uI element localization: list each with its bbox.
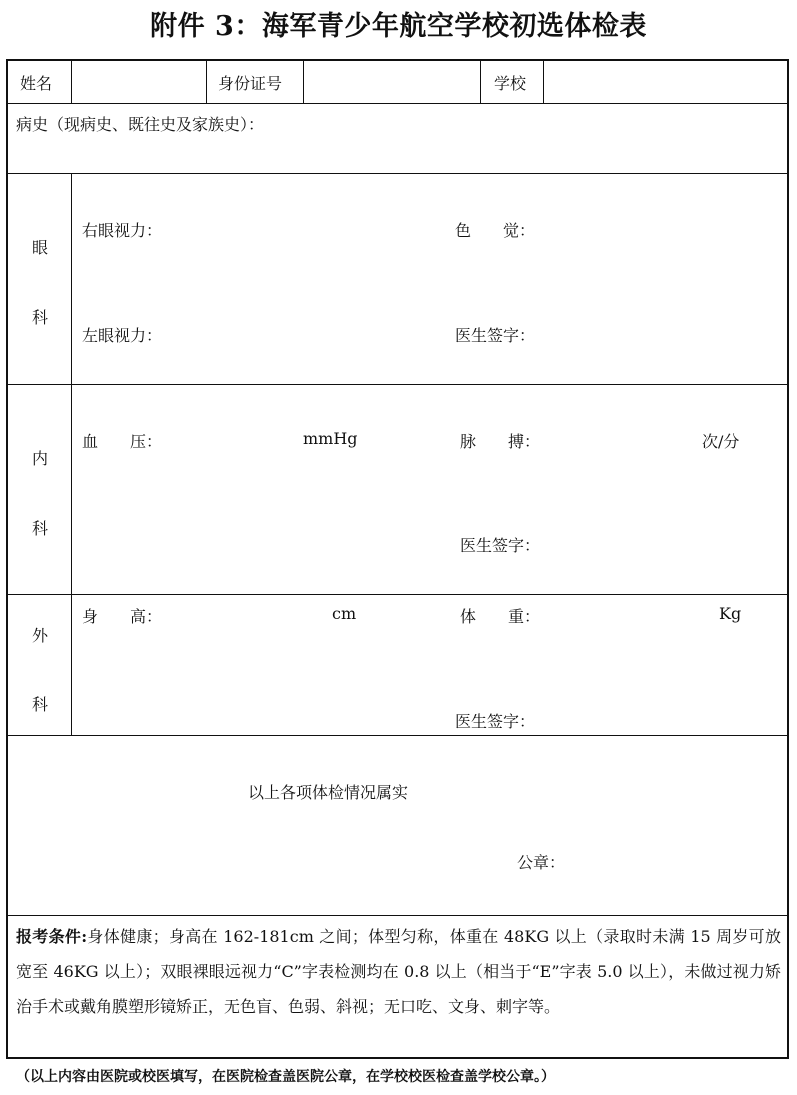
eye-dept-label-1: 眼 xyxy=(31,238,48,257)
col-divider xyxy=(71,61,72,103)
row-divider xyxy=(8,384,787,385)
school-field[interactable] xyxy=(545,62,785,102)
surgery-doctor-sign-label: 医生签字： xyxy=(455,712,536,731)
pulse-unit: 次/分 xyxy=(702,432,740,451)
eye-dept-label-2: 科 xyxy=(31,308,48,327)
name-field[interactable] xyxy=(73,62,205,102)
right-eye-vision-label: 右眼视力： xyxy=(82,221,163,240)
col-divider xyxy=(206,61,207,103)
medical-history-label: 病史（现病史、既往史及家族史）： xyxy=(16,115,265,134)
medical-history-field[interactable] xyxy=(8,136,787,172)
id-number-field[interactable] xyxy=(305,62,479,102)
exam-form-table xyxy=(6,59,789,1059)
surgery-dept-label-2: 科 xyxy=(31,695,48,714)
weight-unit: Kg xyxy=(719,604,742,623)
row-divider xyxy=(8,735,787,736)
internal-doctor-sign-label: 医生签字： xyxy=(460,536,541,555)
official-seal-label: 公章： xyxy=(517,853,566,872)
eye-doctor-sign-label: 医生签字： xyxy=(455,326,536,345)
height-unit: cm xyxy=(332,604,357,623)
pulse-label: 脉 搏： xyxy=(460,432,541,451)
row-divider xyxy=(8,594,787,595)
blood-pressure-unit: mmHg xyxy=(303,429,358,448)
conditions-text: 身体健康；身高在 162-181cm 之间；体型匀称，体重在 48KG 以上（录取时未满 15 周岁可放宽至 46KG 以上）；双眼裸眼远视力“C”字表检测均在 0.8 以上（相当于“E”字表 5.0 以上），未做过视力矫治手术或戴角膜塑形镜矫正，无色盲、色弱、斜视；无口吃、文身、刺字等。 xyxy=(16,927,781,1016)
name-label: 姓名 xyxy=(20,74,53,93)
surgery-dept-label-1: 外 xyxy=(31,626,48,645)
blood-pressure-label: 血 压： xyxy=(82,432,163,451)
row-divider xyxy=(8,103,787,104)
statement-text: 以上各项体检情况属实 xyxy=(248,783,409,802)
id-number-label: 身份证号 xyxy=(218,74,283,93)
height-label: 身 高： xyxy=(82,607,163,626)
footnote: （以上内容由医院或校医填写，在医院检查盖医院公章，在学校校医检查盖学校公章。） xyxy=(16,1069,555,1085)
color-vision-label: 色 觉： xyxy=(455,221,536,240)
left-eye-vision-label: 左眼视力： xyxy=(82,326,163,345)
internal-dept-label-1: 内 xyxy=(31,449,48,468)
row-divider xyxy=(8,173,787,174)
application-conditions xyxy=(16,919,781,1024)
col-divider xyxy=(543,61,544,103)
internal-dept-label-2: 科 xyxy=(31,519,48,538)
page-title: 附件 3：海军青少年航空学校初选体检表 xyxy=(150,11,647,42)
conditions-label: 报考条件: xyxy=(16,927,88,946)
weight-label: 体 重： xyxy=(460,607,541,626)
col-divider xyxy=(480,61,481,103)
col-divider xyxy=(303,61,304,103)
school-label: 学校 xyxy=(494,74,527,93)
row-divider xyxy=(8,915,787,916)
